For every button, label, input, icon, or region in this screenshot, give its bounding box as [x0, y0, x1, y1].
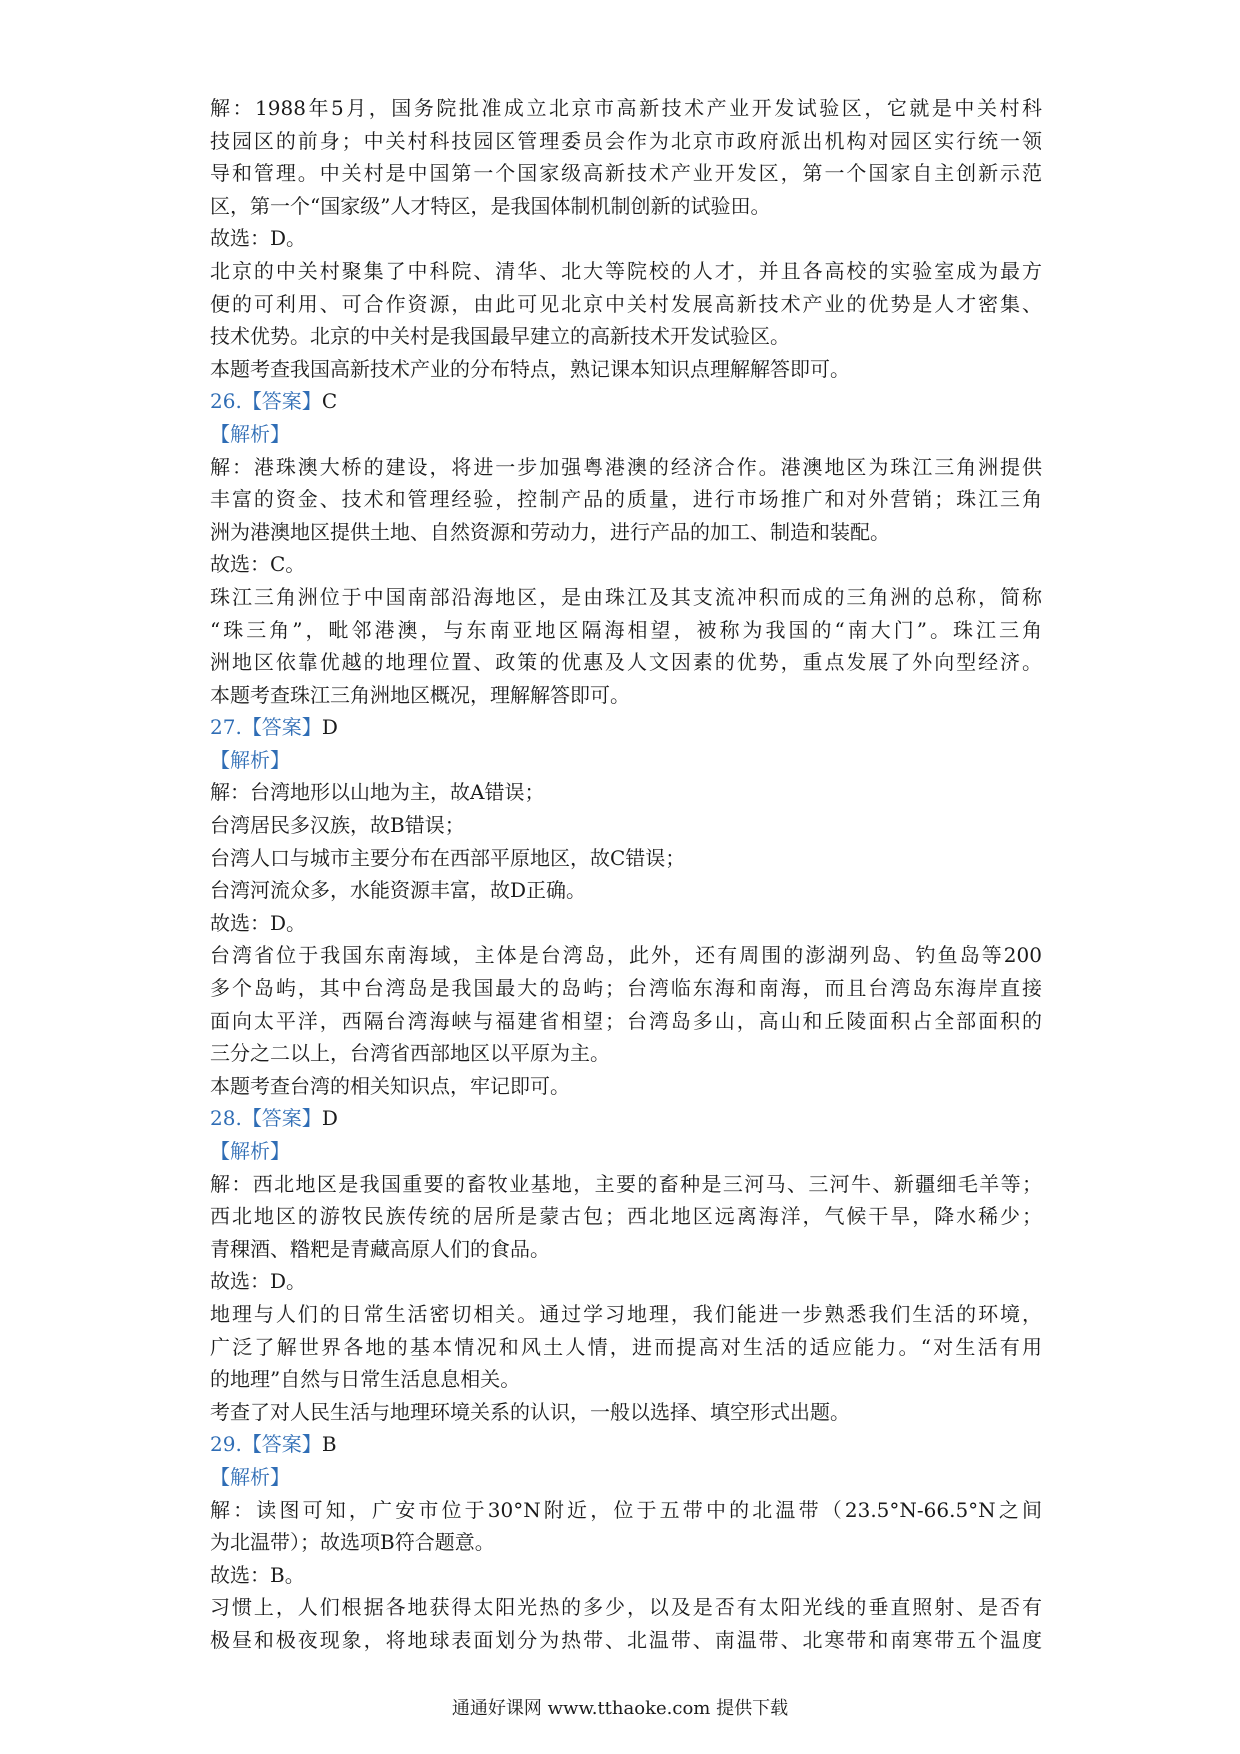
- analysis-tag: 【解析】: [210, 1139, 290, 1163]
- text-line: 技术优势。北京的中关村是我国最早建立的高新技术开发试验区。: [210, 324, 790, 349]
- text-line: 区，第一个“国家级”人才特区，是我国体制机制创新的试验田。: [210, 193, 771, 218]
- text-line: 台湾省位于我国东南海域，主体是台湾岛，此外，还有周围的澎湖列岛、钓鱼岛等200: [210, 943, 1042, 968]
- answer-line: [210, 385, 1042, 418]
- text-line: 丰富的资金、技术和管理经验，控制产品的质量，进行市场推广和对外营销；珠江三角: [210, 487, 1042, 512]
- text-line: 台湾居民多汉族，故B错误；: [210, 813, 465, 838]
- text-line: 解：读图可知，广安市位于30°N附近，位于五带中的北温带（23.5°N-66.5°N之间: [210, 1497, 1042, 1522]
- page-footer: 通通好课网 www.tthaoke.com 提供下载: [451, 1698, 789, 1719]
- analysis-tag: 【解析】: [210, 747, 290, 772]
- text-line: 故选：B。: [210, 1562, 305, 1587]
- text-line: 解：台湾地形以山地为主，故A错误；: [210, 780, 545, 805]
- answer-line: [210, 1428, 1042, 1461]
- analysis-tag: 【解析】: [210, 1464, 290, 1489]
- text-line: 洲地区依靠优越的地理位置、政策的优惠及人文因素的优势，重点发展了外向型经济。: [210, 650, 1042, 675]
- analysis-heading: [210, 418, 1042, 451]
- text-line: 台湾人口与城市主要分布在西部平原地区，故C错误；: [210, 845, 686, 870]
- text-line: 北京的中关村聚集了中科院、清华、北大等院校的人才，并且各高校的实验室成为最方: [210, 258, 1042, 283]
- text-line: 本题考查台湾的相关知识点，牢记即可。: [210, 1073, 570, 1098]
- answer-line: [210, 1102, 1042, 1135]
- text-line: 的地理”自然与日常生活息息相关。: [210, 1367, 521, 1392]
- analysis-heading: [210, 744, 1042, 777]
- answer-tag: 【答案】: [241, 1432, 322, 1457]
- answer-value: D: [321, 715, 338, 740]
- text-line: “珠三角”，毗邻港澳，与东南亚地区隔海相望，被称为我国的“南大门”。珠江三角: [210, 617, 1042, 642]
- text-line: 解：港珠澳大桥的建设，将进一步加强粤港澳的经济合作。港澳地区为珠江三角洲提供: [210, 454, 1042, 479]
- answer-tag: 【答案】: [241, 715, 322, 740]
- text-line: 导和管理。中关村是中国第一个国家级高新技术产业开发区，第一个国家自主创新示范: [210, 161, 1042, 186]
- text-line: 面向太平洋，西隔台湾海峡与福建省相望；台湾岛多山，高山和丘陵面积占全部面积的: [210, 1008, 1042, 1033]
- text-line: 考查了对人民生活与地理环境关系的认识，一般以选择、填空形式出题。: [210, 1399, 850, 1424]
- text-line: 本题考查珠江三角洲地区概况，理解解答即可。: [210, 682, 630, 707]
- text-line: 珠江三角洲位于中国南部沿海地区，是由珠江及其支流冲积而成的三角洲的总称，简称: [210, 584, 1042, 609]
- answer-value: D: [321, 1106, 338, 1131]
- text-line: 习惯上，人们根据各地获得太阳光热的多少，以及是否有太阳光线的垂直照射、是否有: [210, 1595, 1042, 1620]
- text-line: 西北地区的游牧民族传统的居所是蒙古包；西北地区远离海洋，气候干旱，降水稀少；: [210, 1204, 1042, 1229]
- text-line: 解：西北地区是我国重要的畜牧业基地，主要的畜种是三河马、三河牛、新疆细毛羊等；: [210, 1171, 1042, 1196]
- analysis-heading: [210, 1461, 1042, 1494]
- text-line: 青稞酒、糌粑是青藏高原人们的食品。: [210, 1236, 550, 1261]
- answer-value: C: [321, 389, 338, 414]
- text-line: 故选：C。: [210, 552, 306, 577]
- text-line: 极昼和极夜现象，将地球表面划分为热带、北温带、南温带、北寒带和南寒带五个温度: [210, 1627, 1042, 1652]
- question-number: 27.: [210, 715, 242, 740]
- text-line: 本题考查我国高新技术产业的分布特点，熟记课本知识点理解解答即可。: [210, 356, 850, 381]
- answer-tag: 【答案】: [241, 389, 322, 414]
- text-line: 故选：D。: [210, 910, 307, 935]
- text-line: 故选：D。: [210, 1269, 307, 1294]
- document-body: [210, 92, 1042, 1657]
- text-line: 为北温带）；故选项B符合题意。: [210, 1530, 495, 1555]
- text-line: 台湾河流众多，水能资源丰富，故D正确。: [210, 878, 587, 903]
- analysis-tag: 【解析】: [210, 421, 290, 446]
- text-line: 多个岛屿，其中台湾岛是我国最大的岛屿；台湾临东海和南海，而且台湾岛东海岸直接: [210, 976, 1042, 1001]
- text-line: 洲为港澳地区提供土地、自然资源和劳动力，进行产品的加工、制造和装配。: [210, 519, 890, 544]
- text-line: 广泛了解世界各地的基本情况和风土人情，进而提高对生活的适应能力。“对生活有用: [210, 1334, 1042, 1359]
- text-line: 便的可利用、可合作资源，由此可见北京中关村发展高新技术产业的优势是人才密集、: [210, 291, 1042, 316]
- text-line: 解：1988年5月，国务院批准成立北京市高新技术产业开发试验区，它就是中关村科: [210, 96, 1042, 120]
- question-number: 26.: [210, 389, 242, 414]
- answer-value: B: [321, 1432, 337, 1457]
- text-line: 三分之二以上，台湾省西部地区以平原为主。: [210, 1041, 610, 1066]
- question-number: 28.: [210, 1106, 242, 1131]
- text-line: 技园区的前身；中关村科技园区管理委员会作为北京市政府派出机构对园区实行统一领: [210, 128, 1042, 153]
- text-line: 地理与人们的日常生活密切相关。通过学习地理，我们能进一步熟悉我们生活的环境，: [210, 1301, 1042, 1326]
- answer-tag: 【答案】: [241, 1106, 322, 1131]
- analysis-heading: [210, 1135, 1042, 1168]
- text-line: 故选：D。: [210, 226, 307, 251]
- question-number: 29.: [210, 1432, 242, 1457]
- answer-line: [210, 711, 1042, 744]
